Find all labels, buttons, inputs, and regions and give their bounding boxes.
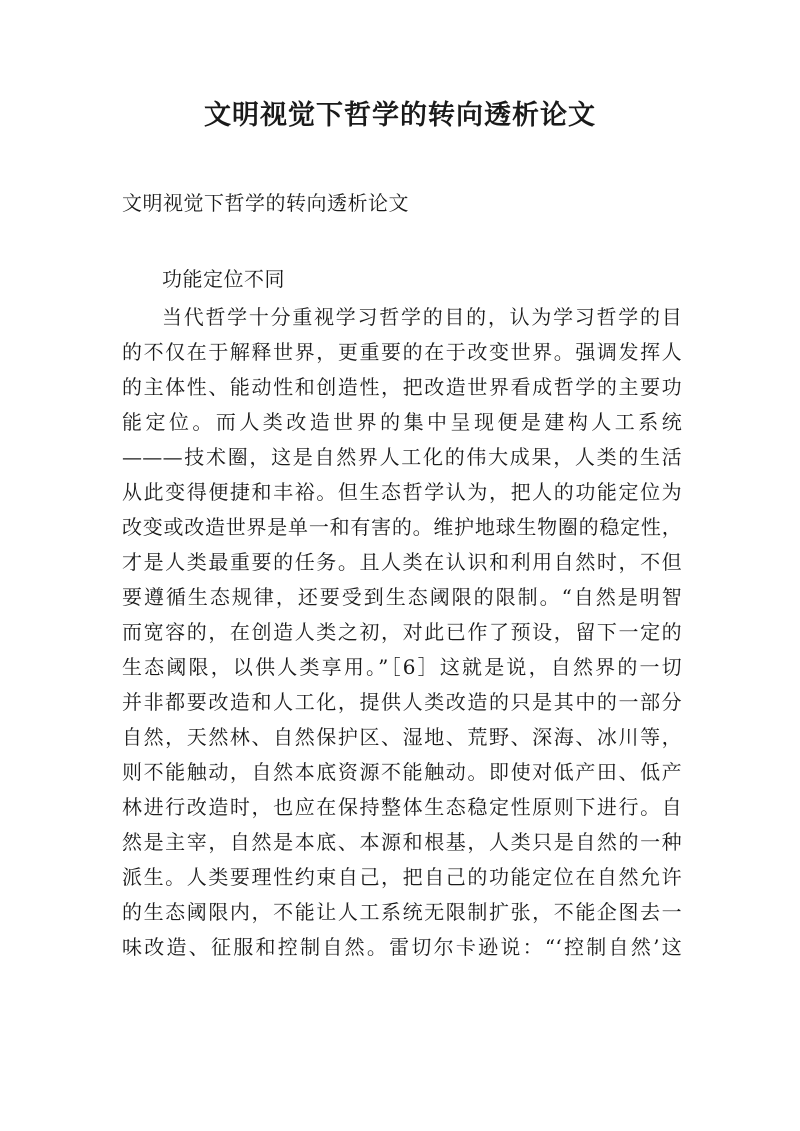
paragraph-line: 能定位。而人类改造世界的集中呈现便是建构人工系统 [122, 410, 682, 434]
document-subtitle: 文明视觉下哲学的转向透析论文 [122, 191, 409, 215]
paragraph-line: ———技术圈，这是自然界人工化的伟大成果，人类的生活 [122, 445, 682, 469]
paragraph-line: 的生态阈限内，不能让人工系统无限制扩张，不能企图去一 [122, 900, 682, 924]
document-title: 文明视觉下哲学的转向透析论文 [204, 100, 596, 131]
paragraph-line: 当代哲学十分重视学习哲学的目的，认为学习哲学的目 [162, 305, 682, 329]
paragraph-line: 并非都要改造和人工化，提供人类改造的只是其中的一部分 [122, 690, 682, 714]
paragraph-line: 才是人类最重要的任务。且人类在认识和利用自然时，不但 [122, 550, 682, 574]
paragraph-line: 的不仅在于解释世界，更重要的在于改变世界。强调发挥人 [122, 340, 682, 364]
paragraph-line: 改变或改造世界是单一和有害的。维护地球生物圈的稳定性， [122, 515, 682, 539]
paragraph-line: 然是主宰，自然是本底、本源和根基，人类只是自然的一种 [122, 830, 682, 854]
paragraph-line: 从此变得便捷和丰裕。但生态哲学认为，把人的功能定位为 [122, 480, 682, 504]
section-heading: 功能定位不同 [162, 267, 285, 291]
paragraph-line: 自然，天然林、自然保护区、湿地、荒野、深海、冰川等， [122, 725, 682, 749]
paragraph-line: 的主体性、能动性和创造性，把改造世界看成哲学的主要功 [122, 375, 682, 399]
paragraph-line: 生态阈限，以供人类享用。”［6］这就是说，自然界的一切 [122, 655, 682, 679]
paragraph-line: 要遵循生态规律，还要受到生态阈限的限制。“自然是明智 [122, 585, 682, 609]
paragraph-line: 味改造、征服和控制自然。雷切尔卡逊说：“‘控制自然’这 [122, 935, 682, 959]
paragraph-line: 派生。人类要理性约束自己，把自己的功能定位在自然允许 [122, 865, 682, 889]
body-paragraph [122, 300, 682, 965]
paragraph-line: 而宽容的，在创造人类之初，对此已作了预设，留下一定的 [122, 620, 682, 644]
paragraph-line: 则不能触动，自然本底资源不能触动。即使对低产田、低产 [122, 760, 682, 784]
paragraph-line: 林进行改造时，也应在保持整体生态稳定性原则下进行。自 [122, 795, 682, 819]
